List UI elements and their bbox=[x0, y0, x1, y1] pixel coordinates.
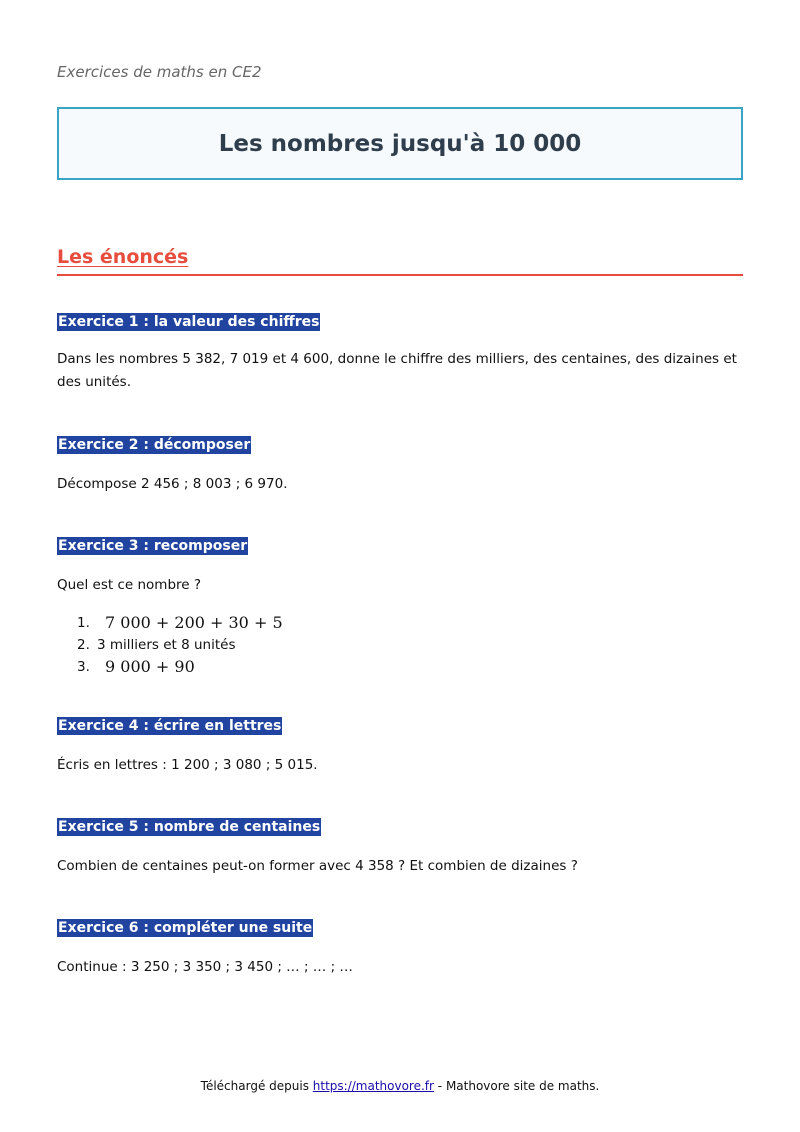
page-subtitle: Exercices de maths en CE2 bbox=[57, 63, 262, 81]
exercise-3-list bbox=[57, 612, 743, 678]
section-heading: Les énoncés bbox=[57, 246, 189, 268]
exercise-6-title: Exercice 6 : compléter une suite bbox=[58, 920, 313, 936]
footer-suffix: - Mathovore site de maths. bbox=[437, 1079, 600, 1093]
footer bbox=[0, 1079, 800, 1093]
list-item bbox=[57, 612, 743, 634]
exercise-2-title: Exercice 2 : décomposer bbox=[58, 437, 251, 453]
page-title: Les nombres jusqu'à 10 000 bbox=[218, 130, 582, 157]
list-item bbox=[57, 656, 743, 678]
list-item-text: 3 milliers et 8 unités bbox=[97, 637, 236, 653]
list-item-number: 3. bbox=[77, 659, 90, 675]
exercise-4-text: Écris en lettres : 1 200 ; 3 080 ; 5 015. bbox=[57, 757, 318, 773]
exercise-2-text: Décompose 2 456 ; 8 003 ; 6 970. bbox=[57, 476, 288, 492]
exercise-5-text: Combien de centaines peut-on former avec 4 358 ? Et combien de dizaines ? bbox=[57, 858, 578, 874]
exercise-1-text: Dans les nombres 5 382, 7 019 et 4 600, donne le chiffre des milliers, des centaines, des dizaines et des unités. bbox=[57, 351, 737, 390]
exercise-3-text: Quel est ce nombre ? bbox=[57, 577, 202, 593]
exercise-1-title: Exercice 1 : la valeur des chiffres bbox=[58, 314, 320, 330]
list-item-number: 2. bbox=[77, 637, 90, 653]
footer-link[interactable]: https://mathovore.fr bbox=[312, 1079, 434, 1093]
footer-prefix: Téléchargé depuis bbox=[200, 1079, 309, 1093]
math-expression: 9 000 + 90 bbox=[105, 657, 195, 676]
exercise-4-title: Exercice 4 : écrire en lettres bbox=[58, 718, 282, 734]
list-item bbox=[57, 634, 743, 656]
math-expression: 7 000 + 200 + 30 + 5 bbox=[105, 613, 283, 632]
exercise-5-title: Exercice 5 : nombre de centaines bbox=[58, 819, 321, 835]
section-divider bbox=[57, 274, 743, 276]
exercise-3-title: Exercice 3 : recomposer bbox=[58, 538, 248, 554]
list-item-number: 1. bbox=[77, 615, 90, 631]
title-box bbox=[57, 107, 743, 180]
exercise-6-text: Continue : 3 250 ; 3 350 ; 3 450 ; … ; … ; … bbox=[57, 959, 353, 975]
